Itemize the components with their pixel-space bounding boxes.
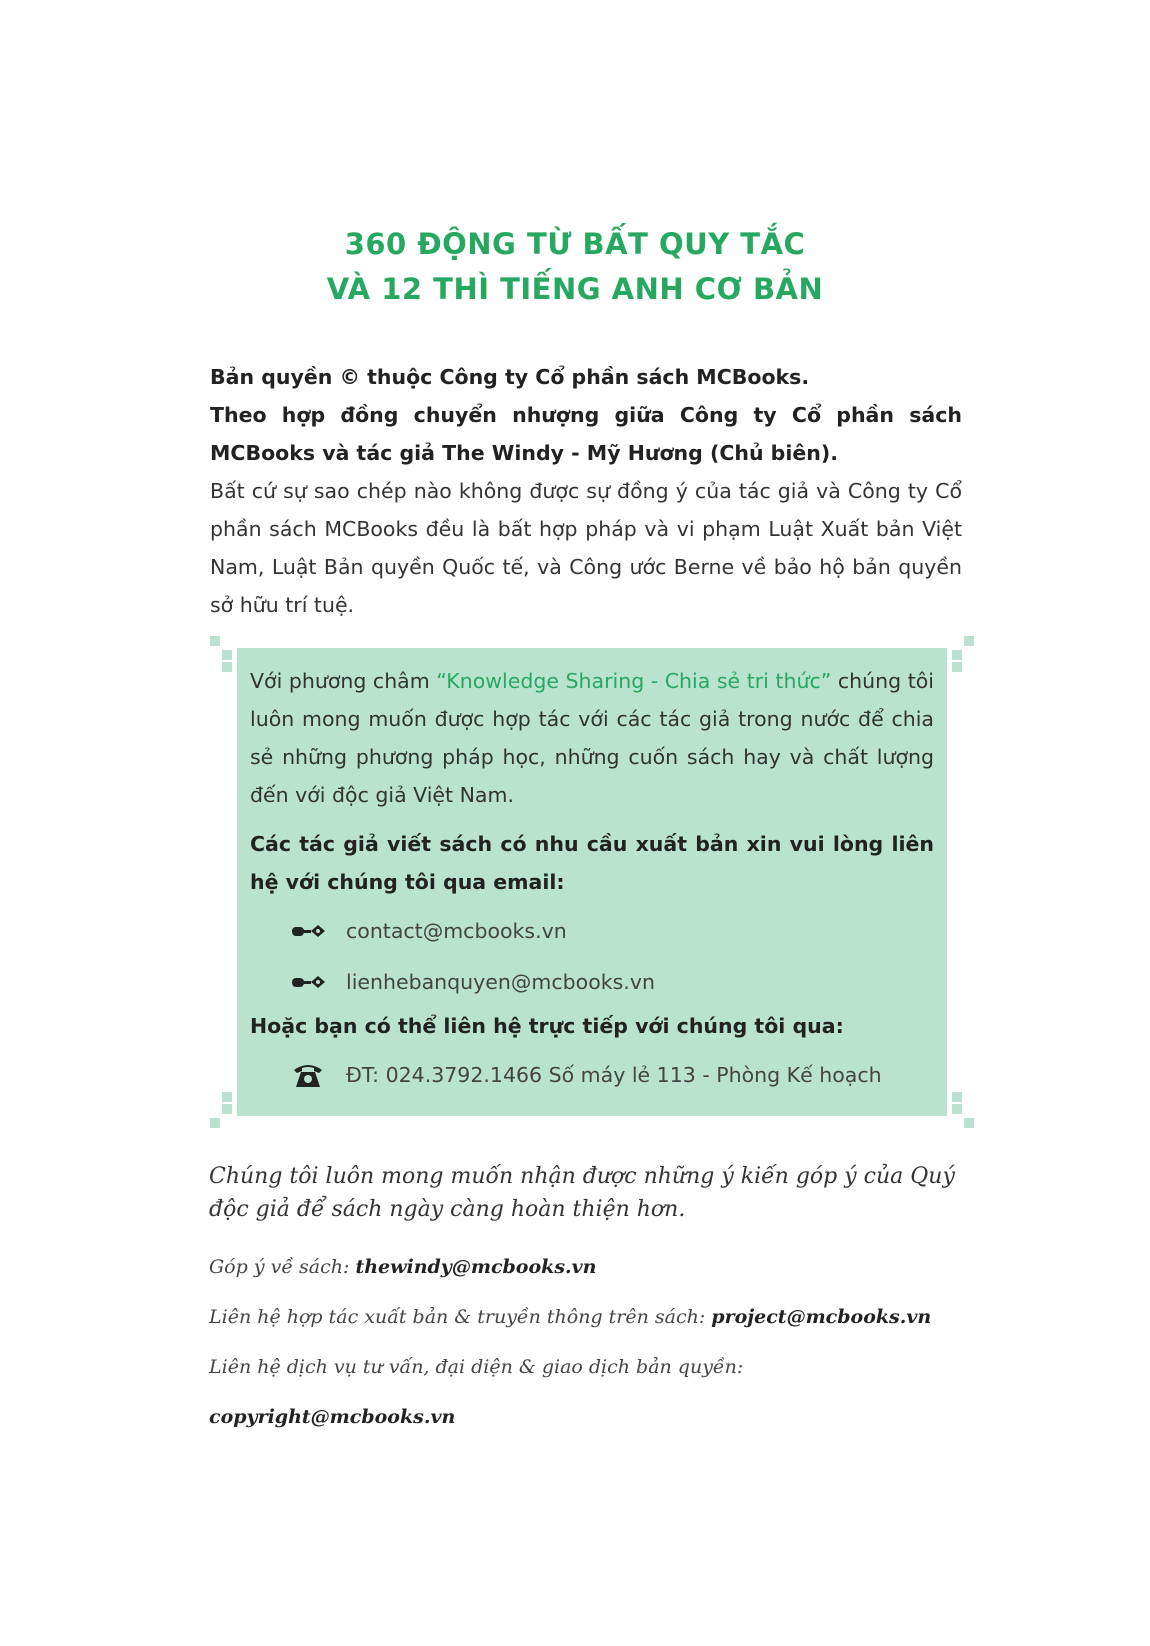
- publishing-line: [209, 1292, 969, 1342]
- box-corner-decoration: [222, 650, 232, 660]
- motto-outro: chúng tôi luôn mong muốn được hợp tác với các tác giả trong nước để chia sẻ những phương pháp học, những cuốn sách hay và chất lượng đến với độc giả Việt Nam.: [250, 669, 934, 807]
- authors-heading: Các tác giả viết sách có nhu cầu xuất bản xin vui lòng liên hệ với chúng tôi qua email:: [250, 832, 934, 894]
- box-corner-decoration: [952, 662, 962, 672]
- feedback-section: [209, 1160, 969, 1442]
- box-corner-decoration: [222, 662, 232, 672]
- publishing-email[interactable]: project@mcbooks.vn: [711, 1306, 932, 1328]
- contact-box-content: [250, 662, 934, 1100]
- rights-line: [209, 1342, 969, 1442]
- box-corner-decoration: [964, 636, 974, 646]
- motto-paragraph: [250, 662, 934, 814]
- rights-email[interactable]: copyright@mcbooks.vn: [209, 1406, 456, 1428]
- box-corner-decoration: [210, 1118, 220, 1128]
- book-feedback-email[interactable]: thewindy@mcbooks.vn: [355, 1256, 597, 1278]
- transfer-contract: Theo hợp đồng chuyển nhượng giữa Công ty Cổ phần sách MCBooks và tác giả The Windy - Mỹ Hương (Chủ biên).: [210, 403, 962, 465]
- phone-row: [250, 1049, 934, 1100]
- pen-nib-icon: [292, 923, 332, 939]
- book-title: [0, 222, 1150, 312]
- copyright-section: [210, 358, 962, 624]
- box-corner-decoration: [952, 1104, 962, 1114]
- book-feedback-line: [209, 1242, 969, 1292]
- book-feedback-label: Góp ý về sách:: [209, 1256, 356, 1278]
- box-corner-decoration: [964, 1118, 974, 1128]
- book-title-line-1: 360 ĐỘNG TỪ BẤT QUY TẮC: [344, 227, 806, 261]
- box-corner-decoration: [210, 636, 220, 646]
- box-corner-decoration: [952, 650, 962, 660]
- box-corner-decoration: [222, 1104, 232, 1114]
- motto-intro: Với phương châm: [250, 669, 437, 693]
- book-title-line-2: VÀ 12 THÌ TIẾNG ANH CƠ BẢN: [326, 272, 824, 306]
- copyright-owner: Bản quyền © thuộc Công ty Cổ phần sách MCBooks.: [210, 365, 810, 389]
- email-link-contact[interactable]: contact@mcbooks.vn: [346, 918, 567, 943]
- phone-number: ĐT: 024.3792.1466 Số máy lẻ 113 - Phòng Kế hoạch: [346, 1062, 882, 1087]
- email-link-rights[interactable]: lienhebanquyen@mcbooks.vn: [346, 969, 655, 994]
- motto-text: “Knowledge Sharing - Chia sẻ tri thức”: [436, 669, 832, 693]
- pen-nib-icon: [292, 974, 332, 990]
- box-corner-decoration: [952, 1092, 962, 1102]
- copyright-notice: Bất cứ sự sao chép nào không được sự đồng ý của tác giả và Công ty Cổ phần sách MCBooks đều là bất hợp pháp và vi phạm Luật Xuất bản Việt Nam, Luật Bản quyền Quốc tế, và Công ước Berne về bảo hộ bản quyền sở hữu trí tuệ.: [210, 479, 962, 617]
- email-row: [250, 956, 934, 1007]
- direct-contact-heading: Hoặc bạn có thể liên hệ trực tiếp với chúng tôi qua:: [250, 1014, 844, 1038]
- telephone-icon: [292, 1061, 332, 1089]
- box-corner-decoration: [222, 1092, 232, 1102]
- rights-label: Liên hệ dịch vụ tư vấn, đại diện & giao dịch bản quyền:: [209, 1356, 744, 1378]
- email-row: [250, 905, 934, 956]
- publishing-label: Liên hệ hợp tác xuất bản & truyền thông trên sách:: [209, 1306, 712, 1328]
- feedback-lead: Chúng tôi luôn mong muốn nhận được những ý kiến góp ý của Quý độc giả để sách ngày càng hoàn thiện hơn.: [209, 1164, 955, 1222]
